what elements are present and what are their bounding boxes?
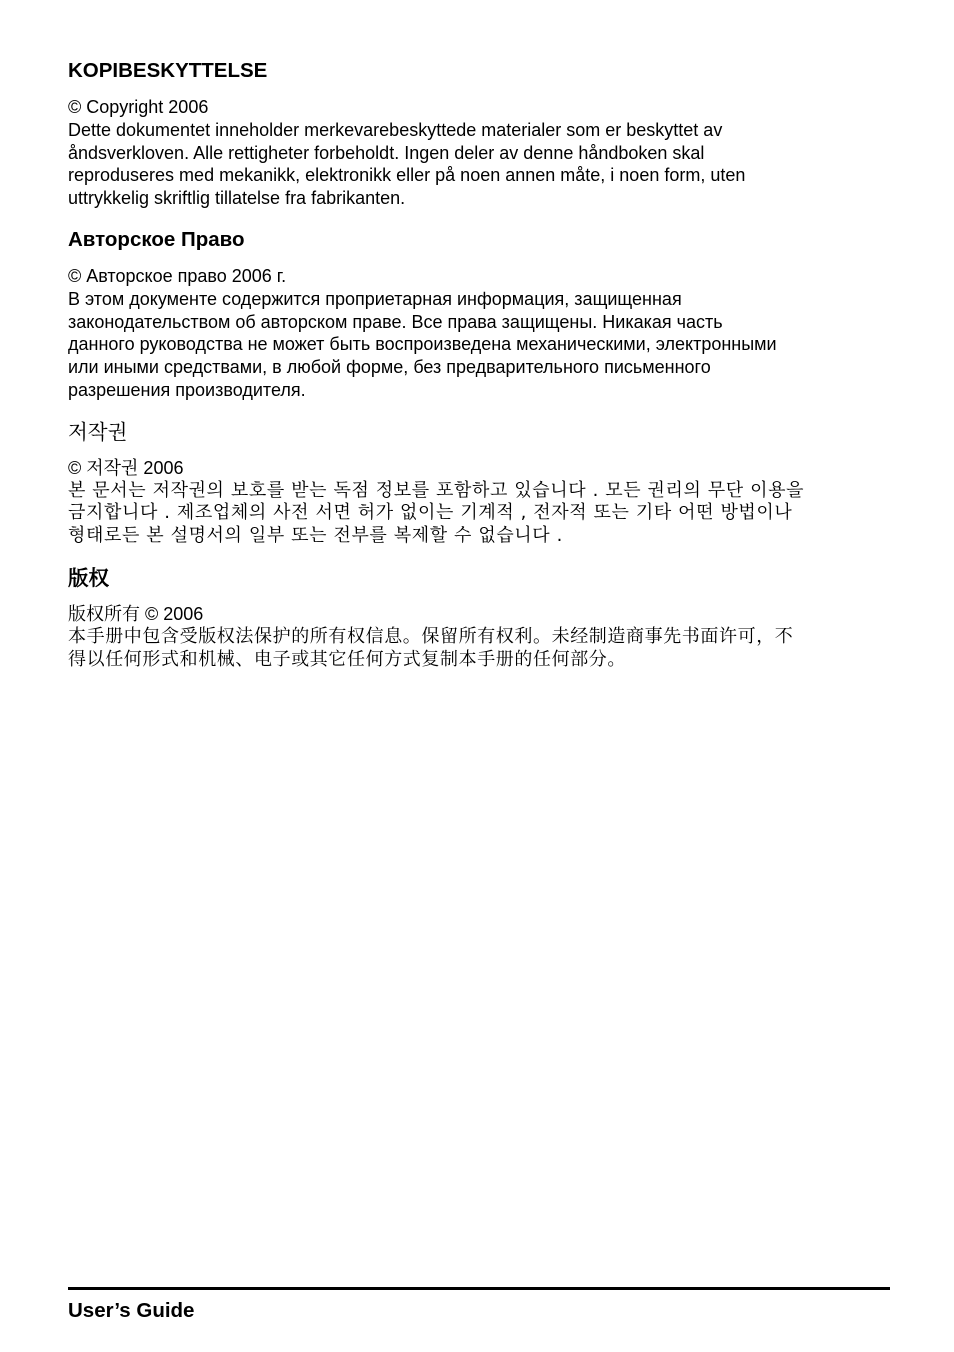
- paragraph-line: Dette dokumentet inneholder merkevarebeskyttede materialer som er beskyttet av: [68, 119, 723, 140]
- paragraph-line: 금지합니다 . 제조업체의 사전 서면 허가 없이는 기계적 , 전자적 또는 기타 어떤 방법이나: [68, 502, 793, 524]
- paragraph-line: данного руководства не может быть воспроизведена механическими, электронными: [68, 334, 777, 355]
- section-heading: 版权: [68, 565, 109, 590]
- section-heading: KOPIBESKYTTELSE: [68, 59, 268, 82]
- section-spacer: [68, 402, 890, 419]
- paragraph-line: reproduseres med mekanikk, elektronikk eller på noen annen måte, i noen form, uten: [68, 165, 746, 186]
- section-norwegian: [68, 58, 890, 210]
- section-spacer: [68, 210, 890, 227]
- footer-title: User’s Guide: [68, 1299, 195, 1322]
- paragraph-line: В этом документе содержится проприетарная информация, защищенная: [68, 288, 682, 309]
- paragraph-line: © 저작권 2006: [68, 457, 184, 478]
- paragraph-line: разрешения производителя.: [68, 379, 306, 400]
- paragraph-line: законодательством об авторском праве. Все права защищены. Никакая часть: [68, 311, 723, 332]
- paragraph-line: © Copyright 2006: [68, 97, 209, 117]
- section-heading: Авторское Право: [68, 227, 245, 251]
- section-spacer: [68, 548, 890, 565]
- paragraph-line: 版权所有 © 2006: [68, 603, 204, 624]
- paragraph-line: åndsverkloven. Alle rettigheter forbeholdt. Ingen deler av denne håndboken skal: [68, 142, 705, 163]
- section-korean: [68, 419, 890, 548]
- paragraph-line: 본 문서는 저작권의 보호를 받는 독점 정보를 포함하고 있습니다 . 모든 권리의 무단 이용을: [68, 479, 805, 501]
- section-chinese: [68, 565, 890, 671]
- paragraph-line: 得以任何形式和机械、电子或其它任何方式复制本手册的任何部分。: [68, 648, 626, 670]
- paragraph-line: или иными средствами, в любой форме, без предварительного письменного: [68, 357, 711, 378]
- section-russian: [68, 227, 890, 402]
- paragraph-line: 형태로든 본 설명서의 일부 또는 전부를 복제할 수 없습니다 .: [68, 525, 563, 547]
- paragraph-line: 本手册中包含受版权法保护的所有权信息。保留所有权利。未经制造商事先书面许可，不: [68, 625, 794, 647]
- section-heading: 저작권: [68, 419, 128, 444]
- paragraph-line: uttrykkelig skriftlig tillatelse fra fabrikanten.: [68, 188, 406, 209]
- paragraph-line: © Авторское право 2006 г.: [68, 265, 287, 286]
- document-body: [68, 58, 890, 671]
- footer-divider: [68, 1287, 890, 1290]
